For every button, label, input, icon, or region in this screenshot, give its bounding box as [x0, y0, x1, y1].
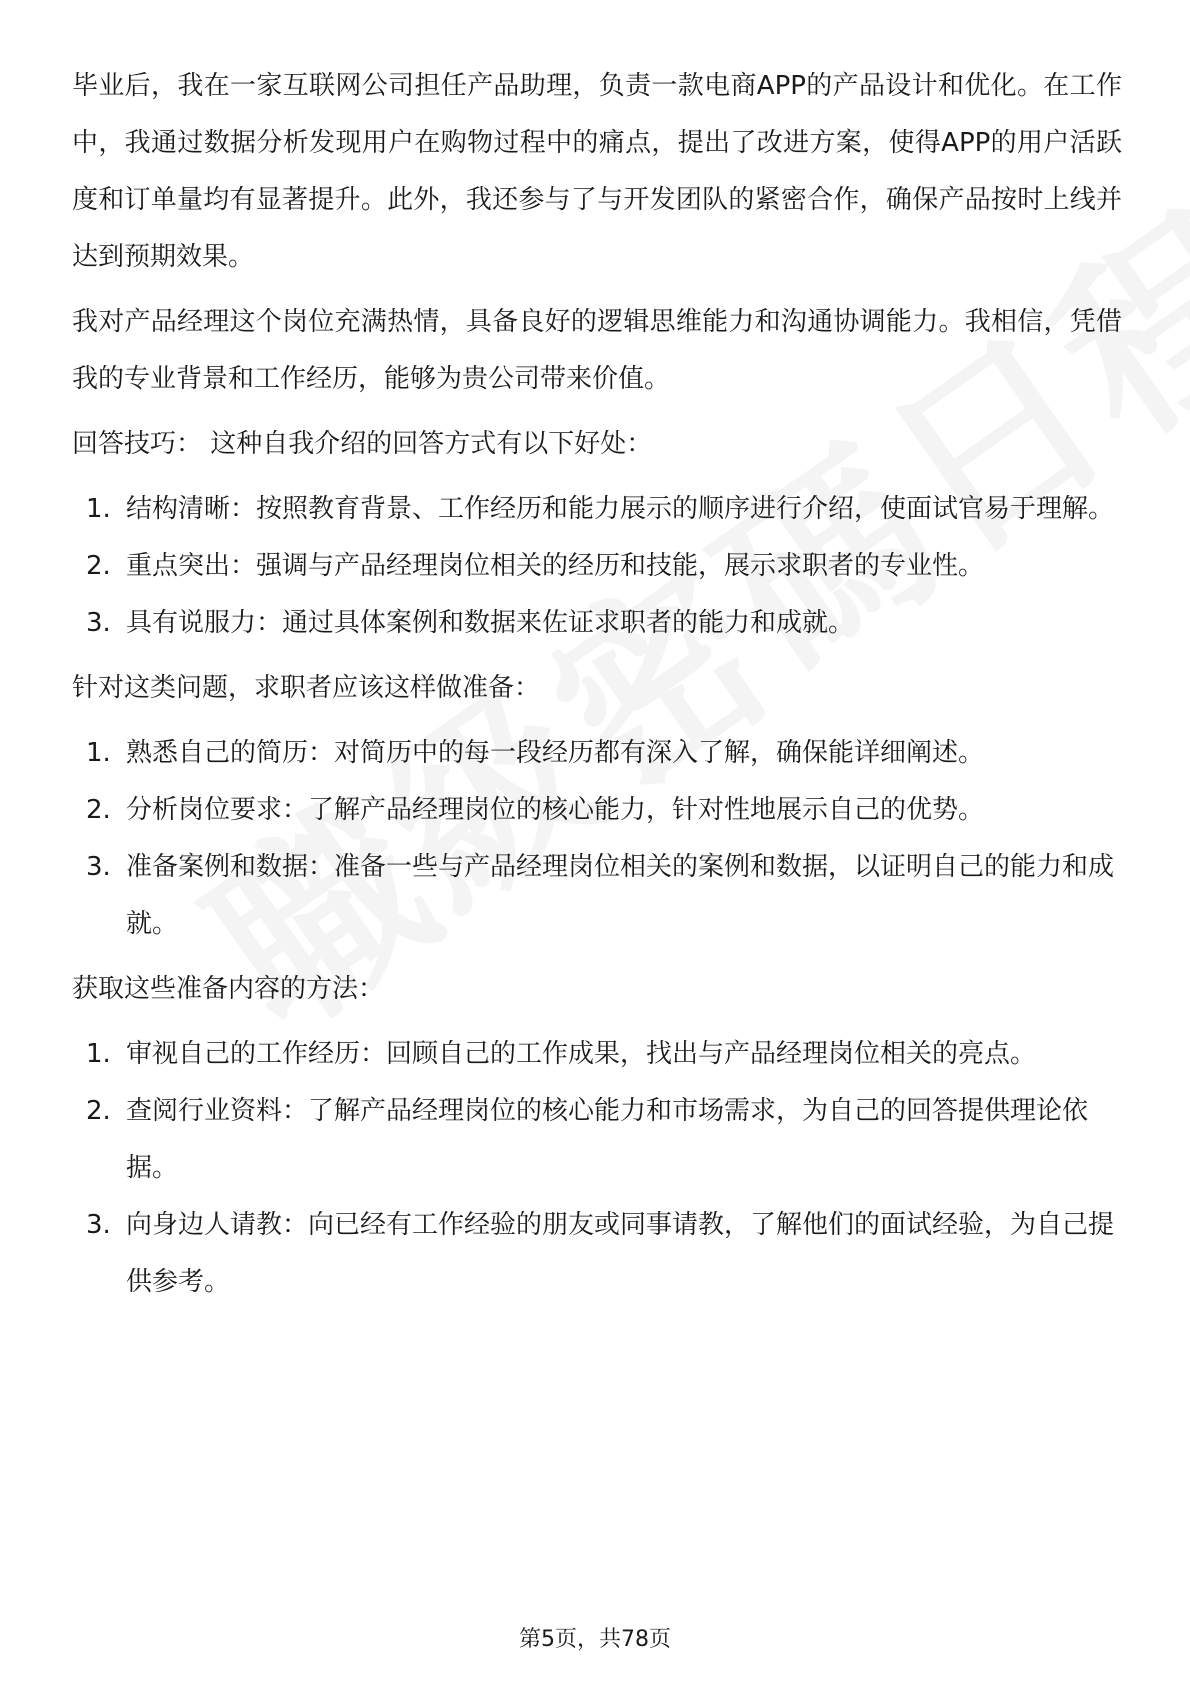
list-item-number: 1.: [86, 738, 111, 768]
prep-heading: 针对这类问题，求职者应该这样做准备：: [72, 673, 541, 703]
list-item: [72, 538, 1122, 595]
list-item-number: 2.: [86, 795, 111, 825]
list-item-number: 1.: [86, 1039, 111, 1069]
list-item-number: 2.: [86, 551, 111, 581]
list-item-text: 审视自己的工作经历：回顾自己的工作成果，找出与产品经理岗位相关的亮点。: [126, 1039, 1037, 1069]
methods-list: [72, 1026, 1122, 1311]
intro-paragraph-1: 毕业后，我在一家互联网公司担任产品助理，负责一款电商APP的产品设计和优化。在工作中，我通过数据分析发现用户在购物过程中的痛点，提出了改进方案，使得APP的用户活跃度和订单量均有显著提升。此外，我还参与了与开发团队的紧密合作，确保产品按时上线并达到预期效果。: [72, 71, 1122, 272]
list-item: [72, 782, 1122, 839]
list-item-number: 2.: [86, 1096, 111, 1126]
list-item: [72, 1083, 1122, 1197]
list-item-text: 查阅行业资料：了解产品经理岗位的核心能力和市场需求，为自己的回答提供理论依据。: [126, 1096, 1089, 1183]
tips-list: [72, 481, 1122, 652]
list-item-text: 具有说服力：通过具体案例和数据来佐证求职者的能力和成就。: [126, 608, 855, 638]
list-item-number: 1.: [86, 494, 111, 524]
page-content: [72, 58, 1122, 1319]
list-item-number: 3.: [86, 852, 111, 882]
list-item: [72, 595, 1122, 652]
page-number-footer: 第5页，共78页: [519, 1627, 671, 1652]
list-item-number: 3.: [86, 608, 111, 638]
list-item-text: 重点突出：强调与产品经理岗位相关的经历和技能，展示求职者的专业性。: [126, 551, 985, 581]
list-item-text: 熟悉自己的简历：对简历中的每一段经历都有深入了解，确保能详细阐述。: [126, 738, 985, 768]
list-item-text: 向身边人请教：向已经有工作经验的朋友或同事请教，了解他们的面试经验，为自己提供参考。: [126, 1210, 1115, 1297]
list-item-text: 准备案例和数据：准备一些与产品经理岗位相关的案例和数据，以证明自己的能力和成就。: [126, 852, 1115, 939]
list-item: [72, 839, 1122, 953]
list-item-text: 结构清晰：按照教育背景、工作经历和能力展示的顺序进行介绍，使面试官易于理解。: [126, 494, 1115, 524]
list-item-number: 3.: [86, 1210, 111, 1240]
list-item: [72, 1026, 1122, 1083]
list-item: [72, 481, 1122, 538]
intro-paragraph-2: 我对产品经理这个岗位充满热情，具备良好的逻辑思维能力和沟通协调能力。我相信，凭借我的专业背景和工作经历，能够为贵公司带来价值。: [72, 307, 1122, 394]
methods-heading: 获取这些准备内容的方法：: [72, 974, 385, 1004]
list-item: [72, 1197, 1122, 1311]
tips-heading: 回答技巧： 这种自我介绍的回答方式有以下好处：: [72, 429, 653, 459]
list-item: [72, 725, 1122, 782]
prep-list: [72, 725, 1122, 953]
list-item-text: 分析岗位要求：了解产品经理岗位的核心能力，针对性地展示自己的优势。: [126, 795, 985, 825]
